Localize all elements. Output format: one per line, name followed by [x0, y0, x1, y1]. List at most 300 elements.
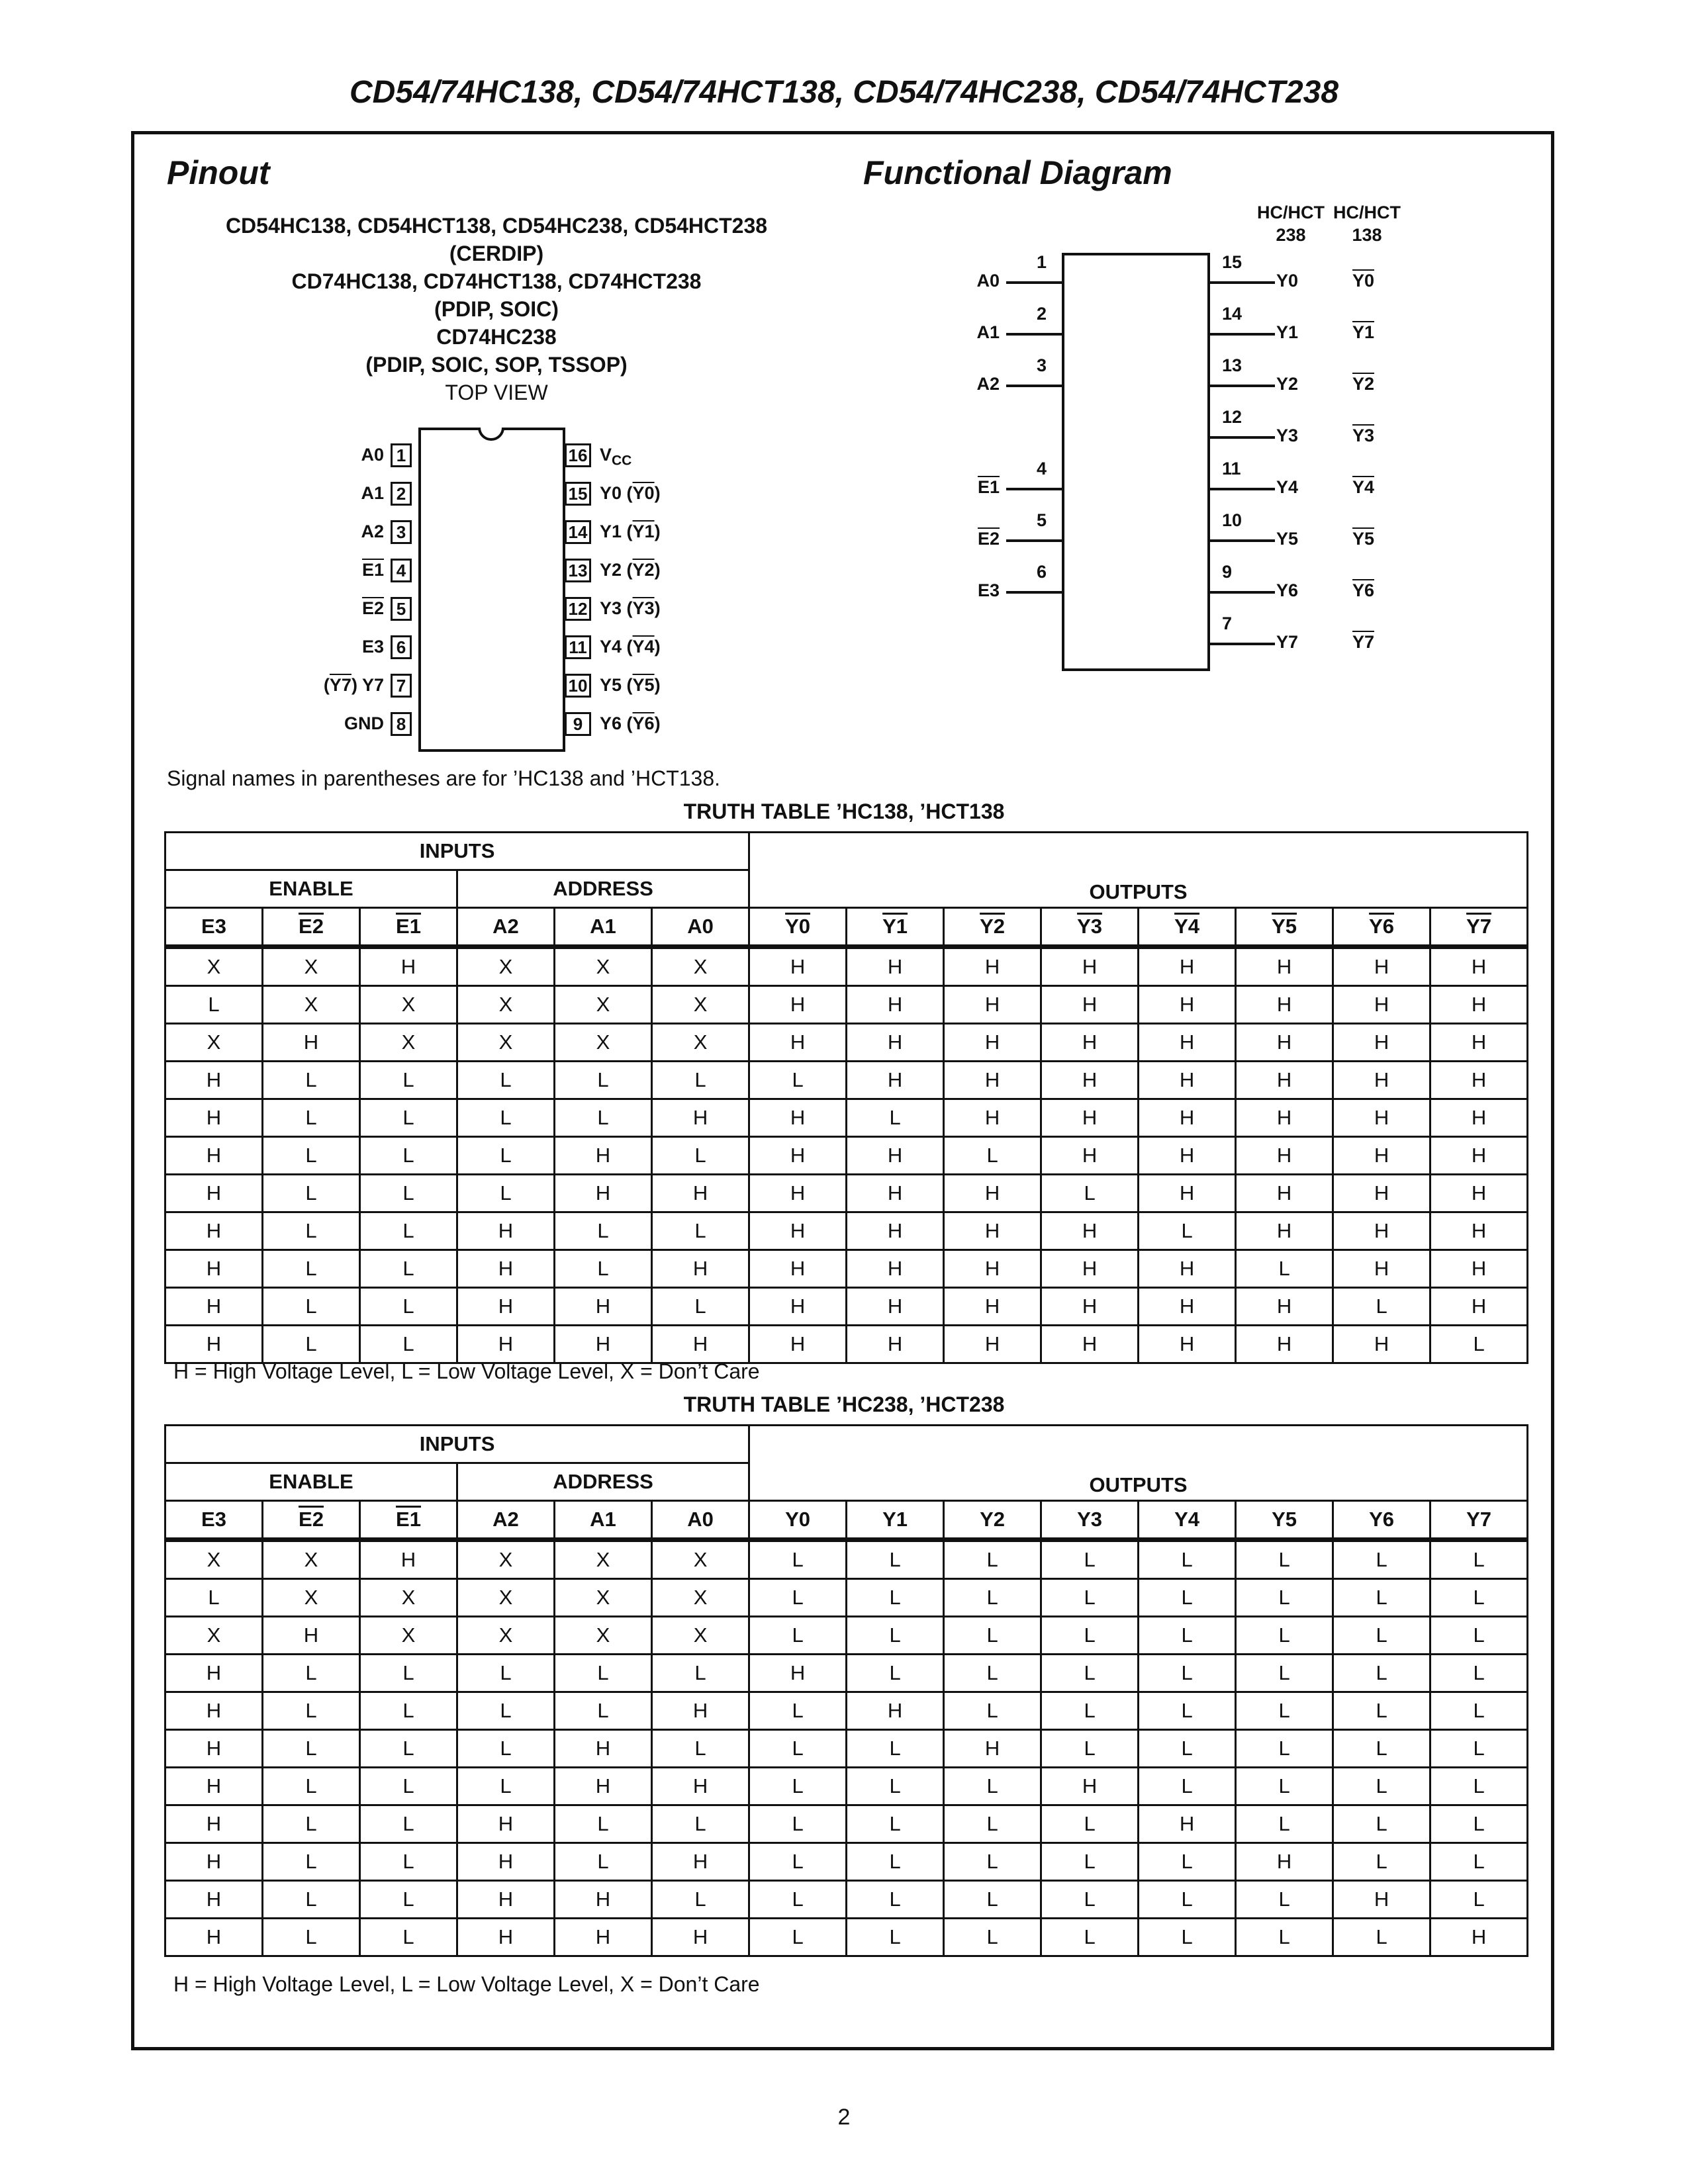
column-header — [652, 908, 749, 947]
table-cell: L — [847, 1617, 944, 1655]
decoder-block — [1062, 253, 1210, 671]
input-label — [978, 529, 1000, 549]
table-cell: H — [165, 1175, 263, 1212]
pin-label — [361, 522, 384, 542]
column-header — [1333, 908, 1430, 947]
table-cell: L — [457, 1768, 555, 1805]
table-cell: L — [1139, 1843, 1236, 1881]
table-cell: H — [1333, 1212, 1430, 1250]
table-cell: L — [360, 1062, 457, 1099]
column-header — [1333, 1501, 1430, 1540]
pin1-notch — [477, 426, 506, 442]
output-pin-number: 14 — [1222, 304, 1243, 324]
output-line — [1209, 333, 1275, 336]
table-cell: L — [1430, 1617, 1528, 1655]
table-cell: L — [360, 1326, 457, 1363]
table-cell: H — [1333, 1024, 1430, 1062]
table-cell: H — [165, 1137, 263, 1175]
table-cell: L — [847, 1805, 944, 1843]
table-row — [165, 1579, 1528, 1617]
output-line — [1209, 643, 1275, 645]
pin-number-box: 2 — [391, 482, 412, 506]
table-row — [165, 1655, 1528, 1692]
truth-table-138-title: TRUTH TABLE ’HC138, ’HCT138 — [683, 799, 1005, 823]
table-cell: X — [263, 947, 360, 986]
pin-number-box: 4 — [391, 559, 412, 582]
pin-name: E1 — [361, 560, 384, 580]
pin-number-box: 1 — [391, 443, 412, 467]
column-name: E2 — [299, 915, 324, 938]
table-cell: L — [847, 1099, 944, 1137]
input-pin-number: 5 — [1037, 510, 1047, 530]
column-header — [555, 1501, 652, 1540]
table-cell: L — [652, 1062, 749, 1099]
page-number: 2 — [837, 2105, 851, 2130]
table-cell: H — [944, 1062, 1041, 1099]
inputs-header: INPUTS — [165, 833, 749, 870]
table-cell: H — [749, 1288, 847, 1326]
column-header — [1430, 908, 1528, 947]
package-line: CD74HC138, CD74HCT138, CD74HCT238 — [291, 269, 702, 293]
pin-number-box: 5 — [391, 597, 412, 621]
table-cell: H — [1041, 1062, 1139, 1099]
output-name-238: Y7 — [1276, 632, 1299, 652]
output-name-138: Y5 — [1352, 529, 1375, 549]
table-cell: H — [1430, 1175, 1528, 1212]
column-name: A2 — [492, 1508, 519, 1531]
pin-number-box: 15 — [565, 482, 591, 506]
table-cell: L — [1139, 1881, 1236, 1919]
column-header — [1430, 1501, 1528, 1540]
table-cell: H — [1041, 1212, 1139, 1250]
table-cell: L — [165, 1579, 263, 1617]
column-name: Y3 — [1077, 1508, 1103, 1531]
table-cell: L — [457, 1062, 555, 1099]
table-cell: L — [263, 1655, 360, 1692]
pin-number-box: 14 — [565, 520, 591, 544]
column-header — [457, 1501, 555, 1540]
table-cell: L — [1236, 1881, 1333, 1919]
table-cell: L — [1041, 1617, 1139, 1655]
table-cell: L — [944, 1540, 1041, 1579]
table-cell: H — [1041, 986, 1139, 1024]
table-cell: H — [1236, 1175, 1333, 1212]
table-cell: L — [263, 1768, 360, 1805]
table-cell: H — [1333, 1175, 1430, 1212]
table-cell: H — [652, 1843, 749, 1881]
table-cell: L — [555, 1250, 652, 1288]
pin-number-box: 13 — [565, 559, 591, 582]
table-cell: L — [360, 1919, 457, 1956]
table-cell: H — [165, 1881, 263, 1919]
column-name: Y0 — [785, 915, 811, 938]
output-line — [1209, 385, 1275, 387]
column-header — [360, 908, 457, 947]
pin-label — [361, 483, 384, 504]
output-pin-number: 15 — [1222, 252, 1243, 272]
table-cell: H — [652, 1768, 749, 1805]
output-pin-number: 7 — [1222, 614, 1233, 633]
table-cell: H — [1333, 1062, 1430, 1099]
table-cell: L — [749, 1062, 847, 1099]
input-name: A0 — [976, 271, 1000, 291]
column-header — [1139, 908, 1236, 947]
table-cell: L — [1333, 1540, 1430, 1579]
table-cell: X — [360, 986, 457, 1024]
pin-label: Y3 (Y3) — [600, 598, 661, 618]
table-cell: L — [555, 1062, 652, 1099]
output-name-238: Y4 — [1276, 477, 1299, 497]
table-cell: H — [847, 986, 944, 1024]
table-cell: H — [165, 1919, 263, 1956]
table-cell: H — [457, 1212, 555, 1250]
table-cell: H — [847, 1692, 944, 1730]
input-label — [978, 580, 1000, 601]
column-name: Y6 — [1369, 1508, 1395, 1531]
pin-label: Y1 (Y1) — [600, 522, 661, 541]
pin-name: Y6 — [600, 713, 622, 733]
table-cell: L — [749, 1881, 847, 1919]
table-cell: X — [652, 1617, 749, 1655]
table-cell: H — [749, 1655, 847, 1692]
table-cell: L — [457, 1730, 555, 1768]
package-line: (PDIP, SOIC) — [434, 297, 559, 321]
dip-package-body — [418, 428, 565, 752]
table-cell: H — [1430, 986, 1528, 1024]
document-header: CD54/74HC138, CD54/74HCT138, CD54/74HC238, CD54/74HCT238 — [349, 75, 1339, 110]
table-cell: L — [1430, 1692, 1528, 1730]
table-cell: L — [1430, 1655, 1528, 1692]
table-cell: H — [555, 1881, 652, 1919]
column-name: A2 — [492, 915, 519, 938]
table-cell: L — [360, 1212, 457, 1250]
table-row — [165, 1768, 1528, 1805]
address-header: ADDRESS — [457, 870, 749, 908]
pin-label: Y0 (Y0) — [600, 483, 661, 503]
table-cell: L — [1236, 1805, 1333, 1843]
table-cell: L — [1041, 1579, 1139, 1617]
table-cell: H — [165, 1099, 263, 1137]
table-cell: L — [652, 1730, 749, 1768]
table-cell: L — [360, 1099, 457, 1137]
table-cell: L — [1041, 1730, 1139, 1768]
table-cell: L — [457, 1655, 555, 1692]
table-cell: L — [263, 1250, 360, 1288]
table-cell: X — [263, 1540, 360, 1579]
table-cell: L — [1236, 1250, 1333, 1288]
table-cell: H — [749, 1099, 847, 1137]
table-row — [165, 1212, 1528, 1250]
table-cell: L — [1430, 1768, 1528, 1805]
table-cell: L — [1236, 1579, 1333, 1617]
truth-table-238 — [164, 1424, 1528, 1957]
pin-label: Y2 (Y2) — [600, 560, 661, 580]
table-cell: L — [1139, 1919, 1236, 1956]
table-cell: L — [847, 1768, 944, 1805]
table-cell: L — [555, 1099, 652, 1137]
table-cell: L — [749, 1692, 847, 1730]
table-cell: H — [1041, 1250, 1139, 1288]
table-cell: H — [360, 947, 457, 986]
table-cell: X — [555, 1617, 652, 1655]
table-cell: H — [165, 1212, 263, 1250]
table-cell: H — [944, 1326, 1041, 1363]
input-name: E2 — [977, 529, 1000, 549]
table-cell: L — [1236, 1655, 1333, 1692]
table-cell: L — [1430, 1326, 1528, 1363]
table-cell: L — [847, 1540, 944, 1579]
output-name-138: Y2 — [1352, 374, 1375, 394]
pin-alt-name: Y1 — [632, 522, 655, 541]
table-cell: X — [652, 947, 749, 986]
table-cell: L — [1041, 1655, 1139, 1692]
table-cell: L — [1139, 1692, 1236, 1730]
pin-alt-name: Y5 — [632, 675, 655, 695]
table-row — [165, 1250, 1528, 1288]
table-cell: L — [1236, 1919, 1333, 1956]
table-cell: L — [263, 1062, 360, 1099]
table-cell: H — [1333, 1137, 1430, 1175]
column-header — [749, 1501, 847, 1540]
table-cell: L — [263, 1805, 360, 1843]
pin-number-box: 12 — [565, 597, 591, 621]
table-cell: L — [944, 1805, 1041, 1843]
pin-name: Y1 — [600, 522, 622, 541]
input-pin-number: 1 — [1037, 252, 1047, 272]
table-cell: H — [1430, 947, 1528, 986]
table-cell: H — [1430, 1212, 1528, 1250]
table-row — [165, 1805, 1528, 1843]
table-cell: X — [457, 1540, 555, 1579]
table-cell: L — [457, 1099, 555, 1137]
table-cell: X — [165, 1617, 263, 1655]
table-cell: H — [944, 1175, 1041, 1212]
table-cell: L — [944, 1919, 1041, 1956]
pin-name: Y3 — [600, 598, 622, 618]
input-label — [978, 477, 1000, 498]
table-cell: L — [360, 1137, 457, 1175]
table-cell: H — [847, 1250, 944, 1288]
table-cell: L — [749, 1843, 847, 1881]
table-cell: L — [944, 1617, 1041, 1655]
table-cell: H — [749, 1024, 847, 1062]
top-view-label: TOP VIEW — [445, 381, 548, 404]
table-cell: H — [1139, 1326, 1236, 1363]
table-row — [165, 1062, 1528, 1099]
table-cell: L — [1333, 1288, 1430, 1326]
table-cell: L — [652, 1137, 749, 1175]
table-cell: L — [1430, 1540, 1528, 1579]
table-cell: L — [652, 1288, 749, 1326]
table-row — [165, 1326, 1528, 1363]
table-cell: L — [1430, 1579, 1528, 1617]
column-name: Y2 — [980, 1508, 1006, 1531]
pin-number-box: 3 — [391, 520, 412, 544]
table-cell: L — [1333, 1730, 1430, 1768]
table-cell: L — [457, 1137, 555, 1175]
table-cell: X — [360, 1617, 457, 1655]
column-header-row — [165, 1501, 1528, 1540]
table-cell: X — [457, 1617, 555, 1655]
table-cell: H — [1333, 986, 1430, 1024]
pin-name: V — [600, 445, 612, 465]
table-cell: X — [457, 986, 555, 1024]
column-header-238: HC/HCT 238 — [1257, 203, 1325, 245]
table-cell: L — [263, 1175, 360, 1212]
table-cell: L — [555, 1843, 652, 1881]
input-line — [1006, 281, 1063, 284]
column-header — [263, 908, 360, 947]
truth-table-238-title: TRUTH TABLE ’HC238, ’HCT238 — [683, 1392, 1005, 1416]
table-cell: H — [944, 1212, 1041, 1250]
package-line: (CERDIP) — [449, 242, 544, 265]
table-cell: H — [1139, 1137, 1236, 1175]
output-pin-number: 10 — [1222, 510, 1243, 530]
table-cell: H — [652, 1919, 749, 1956]
table-cell: H — [1041, 1288, 1139, 1326]
pin-number-box: 16 — [565, 443, 591, 467]
table-cell: L — [1333, 1768, 1430, 1805]
column-name: E1 — [396, 915, 421, 938]
input-pin-number: 4 — [1037, 459, 1047, 478]
table-row — [165, 1692, 1528, 1730]
table-cell: X — [652, 1579, 749, 1617]
column-name: E3 — [201, 915, 226, 938]
table-row — [165, 1137, 1528, 1175]
table-cell: X — [555, 1540, 652, 1579]
column-name: E1 — [396, 1508, 421, 1531]
table-cell: L — [1430, 1730, 1528, 1768]
pin-subscript: CC — [612, 453, 632, 469]
table-cell: L — [847, 1919, 944, 1956]
column-name: Y1 — [882, 915, 908, 938]
output-name-138: Y0 — [1352, 271, 1375, 291]
table-cell: H — [165, 1250, 263, 1288]
table-cell: H — [652, 1099, 749, 1137]
table-cell: L — [1139, 1212, 1236, 1250]
table-cell: L — [555, 1692, 652, 1730]
table-cell: H — [457, 1326, 555, 1363]
table-cell: L — [847, 1843, 944, 1881]
pin-number-box: 10 — [565, 674, 591, 698]
column-name: Y3 — [1077, 915, 1103, 938]
pin-alt-name: Y7 — [329, 675, 352, 695]
pin-label: (Y7) Y7 — [323, 675, 384, 695]
table-cell: L — [360, 1655, 457, 1692]
table-cell: L — [1333, 1919, 1430, 1956]
table-cell: L — [1430, 1805, 1528, 1843]
table-cell: L — [263, 1137, 360, 1175]
input-line — [1006, 333, 1063, 336]
table-cell: H — [263, 1617, 360, 1655]
pin-name: Y5 — [600, 675, 622, 695]
table-cell: L — [944, 1137, 1041, 1175]
table-cell: H — [555, 1288, 652, 1326]
table-cell: H — [1236, 1024, 1333, 1062]
input-pin-number: 2 — [1037, 304, 1047, 324]
table-cell: H — [457, 1805, 555, 1843]
pin-name: Y2 — [600, 560, 622, 580]
output-name-238: Y3 — [1276, 426, 1299, 445]
column-header — [944, 908, 1041, 947]
table-cell: L — [1139, 1730, 1236, 1768]
table-cell: H — [555, 1768, 652, 1805]
column-header — [263, 1501, 360, 1540]
column-name: A0 — [687, 915, 714, 938]
input-name: A2 — [976, 374, 1000, 394]
pin-name: A1 — [361, 483, 384, 503]
table-cell: L — [944, 1843, 1041, 1881]
table-row — [165, 1881, 1528, 1919]
table-cell: H — [749, 1326, 847, 1363]
table-cell: H — [847, 1288, 944, 1326]
pin-alt-name: Y6 — [632, 713, 655, 733]
table-cell: L — [1236, 1730, 1333, 1768]
column-name: A0 — [687, 1508, 714, 1531]
pin-alt-name: Y4 — [632, 637, 655, 657]
output-name-138: Y4 — [1352, 477, 1375, 497]
column-header — [1236, 908, 1333, 947]
table-cell: L — [847, 1655, 944, 1692]
table-cell: L — [1041, 1692, 1139, 1730]
table-cell: H — [1139, 947, 1236, 986]
table-cell: H — [847, 947, 944, 986]
table-cell: L — [360, 1843, 457, 1881]
table-cell: H — [1236, 1288, 1333, 1326]
table-cell: H — [263, 1024, 360, 1062]
table-cell: H — [165, 1730, 263, 1768]
input-pin-number: 6 — [1037, 562, 1047, 582]
table-cell: H — [165, 1768, 263, 1805]
table-cell: H — [944, 947, 1041, 986]
table-cell: H — [457, 1919, 555, 1956]
table-cell: L — [360, 1692, 457, 1730]
table-cell: X — [263, 1579, 360, 1617]
table-cell: L — [1139, 1655, 1236, 1692]
output-pin-number: 13 — [1222, 355, 1243, 375]
table-cell: L — [263, 1326, 360, 1363]
pin-number-box: 6 — [391, 635, 412, 659]
table-cell: L — [1430, 1881, 1528, 1919]
table-cell: H — [1041, 1137, 1139, 1175]
table-cell: H — [457, 1250, 555, 1288]
table-row — [165, 1843, 1528, 1881]
column-name: Y7 — [1466, 1508, 1492, 1531]
pin-name: Y0 — [600, 483, 622, 503]
column-name: Y4 — [1174, 1508, 1200, 1531]
table-cell: L — [263, 1099, 360, 1137]
truth-table-238-legend: H = High Voltage Level, L = Low Voltage Level, X = Don’t Care — [173, 1972, 760, 1996]
table-cell: H — [555, 1730, 652, 1768]
pin-label — [361, 445, 384, 465]
table-cell: H — [1139, 1062, 1236, 1099]
pin-number-box: 11 — [565, 635, 591, 659]
input-name: E1 — [977, 477, 1000, 497]
table-cell: L — [1333, 1617, 1430, 1655]
table-cell: L — [1333, 1805, 1430, 1843]
table-cell: H — [1236, 986, 1333, 1024]
input-line — [1006, 488, 1063, 490]
table-cell: L — [652, 1212, 749, 1250]
table-cell: X — [555, 1579, 652, 1617]
table-cell: H — [1041, 1768, 1139, 1805]
table-cell: L — [1139, 1540, 1236, 1579]
column-name: Y5 — [1272, 1508, 1297, 1531]
address-header: ADDRESS — [457, 1463, 749, 1501]
table-cell: L — [263, 1212, 360, 1250]
column-header — [457, 908, 555, 947]
table-cell: H — [1333, 1099, 1430, 1137]
